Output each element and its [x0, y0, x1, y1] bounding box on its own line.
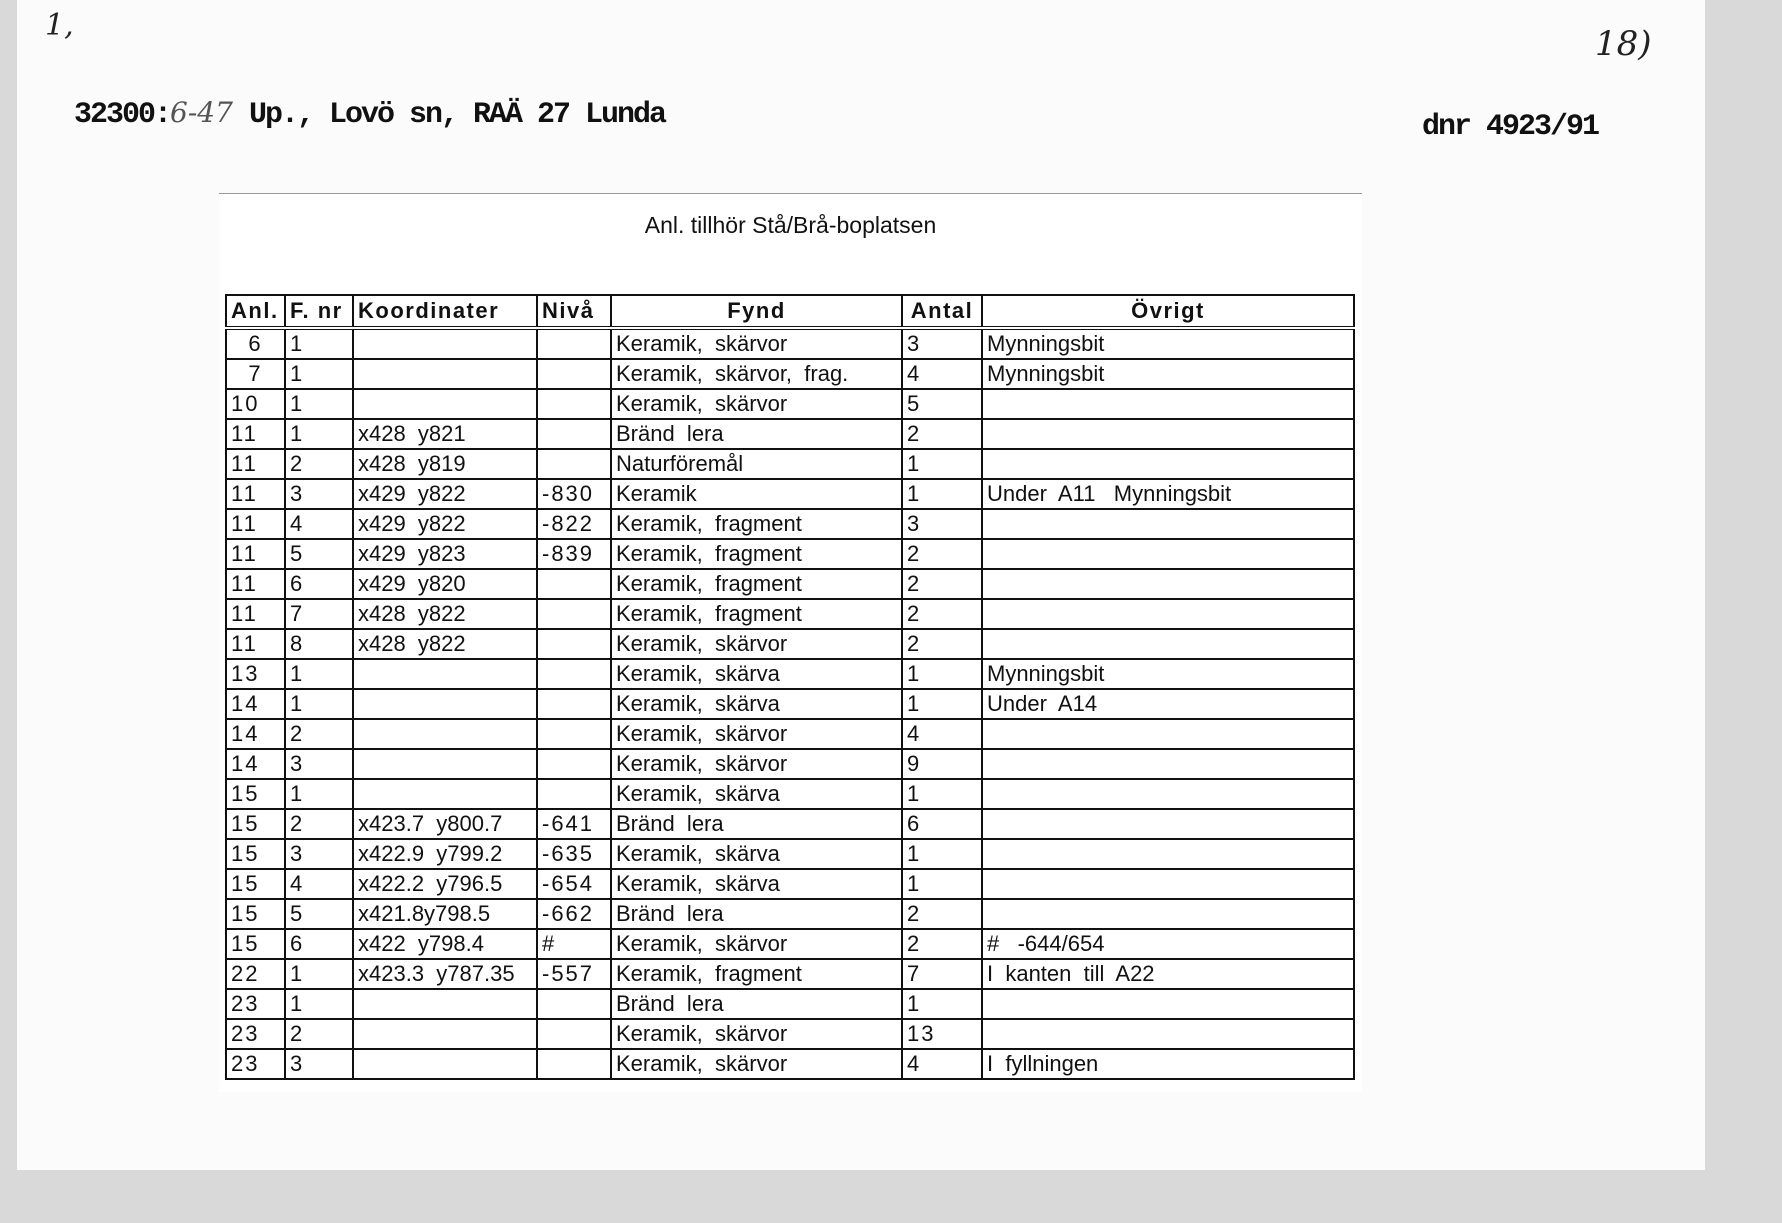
- table-cell: [537, 328, 611, 359]
- table-cell: [537, 359, 611, 389]
- table-cell: 2: [285, 719, 353, 749]
- column-header: Koordinater: [353, 295, 537, 328]
- table-cell: 14: [226, 749, 285, 779]
- document-page: [17, 0, 1705, 1170]
- title-handwritten: 6-47: [170, 96, 233, 129]
- table-cell: [537, 389, 611, 419]
- table-cell: 6: [285, 929, 353, 959]
- table-row: [226, 509, 1354, 539]
- table-cell: [982, 809, 1354, 839]
- table-cell: 15: [226, 779, 285, 809]
- document-title: [74, 96, 665, 132]
- table-cell: 4: [902, 1049, 982, 1079]
- table-cell: Keramik, skärvor: [611, 719, 902, 749]
- table-cell: 5: [285, 899, 353, 929]
- table-cell: [537, 449, 611, 479]
- table-cell: 11: [226, 479, 285, 509]
- table-cell: 1: [285, 959, 353, 989]
- table-cell: [537, 1049, 611, 1079]
- table-cell: x428 y822: [353, 629, 537, 659]
- table-cell: 1: [902, 479, 982, 509]
- column-header: Fynd: [611, 295, 902, 328]
- table-cell: 2: [902, 599, 982, 629]
- page-number-mark: 18): [1595, 24, 1652, 64]
- table-cell: Keramik, fragment: [611, 509, 902, 539]
- table-cell: [537, 569, 611, 599]
- finds-sheet: [219, 193, 1362, 1092]
- table-cell: Keramik, skärvor: [611, 389, 902, 419]
- table-cell: 10: [226, 389, 285, 419]
- table-cell: Keramik, skärvor: [611, 1019, 902, 1049]
- table-row: [226, 359, 1354, 389]
- table-cell: 6: [226, 328, 285, 359]
- table-cell: Keramik, fragment: [611, 959, 902, 989]
- table-cell: x421.8y798.5: [353, 899, 537, 929]
- table-header: [226, 295, 1354, 328]
- table-row: [226, 749, 1354, 779]
- table-cell: 4: [902, 359, 982, 389]
- table-cell: -557: [537, 959, 611, 989]
- table-cell: 4: [285, 509, 353, 539]
- table-cell: -830: [537, 479, 611, 509]
- table-cell: 3: [285, 749, 353, 779]
- table-cell: 15: [226, 929, 285, 959]
- table-cell: 3: [902, 328, 982, 359]
- table-cell: [982, 539, 1354, 569]
- table-cell: 3: [285, 839, 353, 869]
- table-cell: [353, 1019, 537, 1049]
- table-cell: x428 y822: [353, 599, 537, 629]
- table-cell: 14: [226, 689, 285, 719]
- table-row: [226, 719, 1354, 749]
- table-cell: Bränd lera: [611, 809, 902, 839]
- table-cell: Mynningsbit: [982, 328, 1354, 359]
- table-cell: Keramik, skärvor: [611, 1049, 902, 1079]
- table-cell: [982, 989, 1354, 1019]
- table-cell: Keramik, skärva: [611, 779, 902, 809]
- table-cell: [537, 749, 611, 779]
- table-cell: [982, 749, 1354, 779]
- table-cell: 1: [902, 659, 982, 689]
- table-cell: 1: [902, 449, 982, 479]
- table-cell: 5: [285, 539, 353, 569]
- title-rest: Up., Lovö sn, RAÄ 27 Lunda: [232, 98, 666, 132]
- table-cell: 7: [285, 599, 353, 629]
- table-row: [226, 779, 1354, 809]
- table-cell: -839: [537, 539, 611, 569]
- table-cell: x428 y819: [353, 449, 537, 479]
- table-cell: 5: [902, 389, 982, 419]
- table-row: [226, 389, 1354, 419]
- table-cell: 6: [285, 569, 353, 599]
- table-cell: 2: [285, 1019, 353, 1049]
- table-cell: 4: [902, 719, 982, 749]
- table-cell: [353, 749, 537, 779]
- table-cell: 11: [226, 449, 285, 479]
- table-cell: x429 y822: [353, 509, 537, 539]
- table-row: [226, 479, 1354, 509]
- table-cell: x422.2 y796.5: [353, 869, 537, 899]
- table-cell: [353, 989, 537, 1019]
- table-cell: Keramik, fragment: [611, 599, 902, 629]
- table-cell: [537, 719, 611, 749]
- table-cell: Bränd lera: [611, 989, 902, 1019]
- table-row: [226, 659, 1354, 689]
- table-cell: [982, 899, 1354, 929]
- table-cell: 11: [226, 599, 285, 629]
- table-cell: [982, 599, 1354, 629]
- table-cell: 13: [902, 1019, 982, 1049]
- table-cell: Keramik, fragment: [611, 569, 902, 599]
- table-cell: Keramik, skärvor: [611, 749, 902, 779]
- table-cell: 8: [285, 629, 353, 659]
- table-cell: [982, 719, 1354, 749]
- table-cell: [982, 419, 1354, 449]
- table-cell: 1: [902, 689, 982, 719]
- table-cell: Under A11 Mynningsbit: [982, 479, 1354, 509]
- table-cell: Bränd lera: [611, 419, 902, 449]
- table-cell: [537, 629, 611, 659]
- table-row: [226, 929, 1354, 959]
- column-header: F. nr: [285, 295, 353, 328]
- table-cell: 7: [226, 359, 285, 389]
- table-cell: 11: [226, 539, 285, 569]
- page-mark-left: 1,: [45, 8, 74, 43]
- table-cell: 1: [285, 659, 353, 689]
- table-cell: Keramik, skärvor: [611, 629, 902, 659]
- table-cell: 1: [285, 359, 353, 389]
- table-cell: 23: [226, 1019, 285, 1049]
- table-cell: [353, 328, 537, 359]
- table-cell: 1: [902, 869, 982, 899]
- table-cell: 15: [226, 839, 285, 869]
- table-cell: -641: [537, 809, 611, 839]
- table-cell: 2: [902, 539, 982, 569]
- table-cell: Bränd lera: [611, 899, 902, 929]
- table-row: [226, 569, 1354, 599]
- table-cell: 11: [226, 569, 285, 599]
- table-cell: [982, 449, 1354, 479]
- table-cell: 3: [902, 509, 982, 539]
- table-cell: 1: [285, 779, 353, 809]
- table-row: [226, 689, 1354, 719]
- table-cell: 7: [902, 959, 982, 989]
- table-cell: [353, 359, 537, 389]
- table-row: [226, 839, 1354, 869]
- column-header: Antal: [902, 295, 982, 328]
- table-cell: Keramik, fragment: [611, 539, 902, 569]
- table-cell: x429 y822: [353, 479, 537, 509]
- table-cell: 22: [226, 959, 285, 989]
- table-row: [226, 959, 1354, 989]
- table-cell: [353, 1049, 537, 1079]
- column-header: Nivå: [537, 295, 611, 328]
- table-cell: 2: [902, 569, 982, 599]
- table-cell: x422.9 y799.2: [353, 839, 537, 869]
- table-row: [226, 809, 1354, 839]
- table-cell: 1: [902, 839, 982, 869]
- table-cell: Naturföremål: [611, 449, 902, 479]
- table-cell: x429 y823: [353, 539, 537, 569]
- table-cell: [982, 629, 1354, 659]
- table-cell: [537, 689, 611, 719]
- table-cell: 15: [226, 899, 285, 929]
- table-cell: 1: [285, 328, 353, 359]
- table-cell: x422 y798.4: [353, 929, 537, 959]
- table-cell: [537, 1019, 611, 1049]
- table-cell: 2: [902, 899, 982, 929]
- table-cell: [537, 599, 611, 629]
- table-cell: I fyllningen: [982, 1049, 1354, 1079]
- table-cell: #: [537, 929, 611, 959]
- table-cell: [982, 779, 1354, 809]
- table-cell: 4: [285, 869, 353, 899]
- table-cell: 1: [902, 779, 982, 809]
- table-cell: 14: [226, 719, 285, 749]
- table-cell: 1: [285, 389, 353, 419]
- table-cell: 2: [902, 419, 982, 449]
- table-row: [226, 449, 1354, 479]
- table-cell: Under A14: [982, 689, 1354, 719]
- table-cell: 11: [226, 419, 285, 449]
- table-row: [226, 899, 1354, 929]
- table-cell: 2: [285, 449, 353, 479]
- table-cell: Keramik: [611, 479, 902, 509]
- table-cell: [353, 389, 537, 419]
- table-cell: 1: [285, 989, 353, 1019]
- table-cell: I kanten till A22: [982, 959, 1354, 989]
- table-cell: 3: [285, 479, 353, 509]
- table-cell: 6: [902, 809, 982, 839]
- table-cell: Keramik, skärvor, frag.: [611, 359, 902, 389]
- table-cell: 2: [902, 929, 982, 959]
- table-cell: [353, 659, 537, 689]
- table-cell: [982, 389, 1354, 419]
- table-row: [226, 599, 1354, 629]
- table-cell: [982, 1019, 1354, 1049]
- table-cell: [353, 689, 537, 719]
- table-cell: [537, 989, 611, 1019]
- table-cell: 3: [285, 1049, 353, 1079]
- table-cell: 2: [285, 809, 353, 839]
- finds-table: [225, 294, 1355, 1080]
- table-cell: [537, 419, 611, 449]
- sheet-subtitle: Anl. tillhör Stå/Brå-boplatsen: [644, 212, 937, 238]
- table-row: [226, 1019, 1354, 1049]
- table-cell: x423.3 y787.35: [353, 959, 537, 989]
- table-cell: 1: [285, 419, 353, 449]
- table-cell: 23: [226, 1049, 285, 1079]
- table-cell: 1: [285, 689, 353, 719]
- table-cell: 11: [226, 509, 285, 539]
- table-cell: 13: [226, 659, 285, 689]
- table-cell: 11: [226, 629, 285, 659]
- table-cell: 15: [226, 809, 285, 839]
- table-cell: Keramik, skärva: [611, 869, 902, 899]
- table-row: [226, 629, 1354, 659]
- table-cell: x429 y820: [353, 569, 537, 599]
- table-cell: [982, 509, 1354, 539]
- table-cell: Mynningsbit: [982, 359, 1354, 389]
- table-cell: -654: [537, 869, 611, 899]
- table-cell: [537, 779, 611, 809]
- table-cell: 2: [902, 629, 982, 659]
- table-row: [226, 1049, 1354, 1079]
- table-cell: Keramik, skärvor: [611, 929, 902, 959]
- table-cell: -662: [537, 899, 611, 929]
- table-row: [226, 869, 1354, 899]
- title-prefix: 32300:: [74, 98, 171, 132]
- table-cell: x423.7 y800.7: [353, 809, 537, 839]
- table-cell: -822: [537, 509, 611, 539]
- table-row: [226, 989, 1354, 1019]
- table-cell: [982, 839, 1354, 869]
- table-cell: [353, 719, 537, 749]
- table-cell: Keramik, skärva: [611, 689, 902, 719]
- table-cell: 9: [902, 749, 982, 779]
- table-cell: [982, 869, 1354, 899]
- table-cell: 15: [226, 869, 285, 899]
- table-cell: Mynningsbit: [982, 659, 1354, 689]
- table-cell: [982, 569, 1354, 599]
- table-cell: [537, 659, 611, 689]
- table-row: [226, 419, 1354, 449]
- column-header: Anl.: [226, 295, 285, 328]
- table-cell: # -644/654: [982, 929, 1354, 959]
- table-cell: x428 y821: [353, 419, 537, 449]
- table-row: [226, 328, 1354, 359]
- table-cell: 23: [226, 989, 285, 1019]
- table-cell: -635: [537, 839, 611, 869]
- table-row: [226, 539, 1354, 569]
- table-cell: Keramik, skärva: [611, 659, 902, 689]
- column-header: Övrigt: [982, 295, 1354, 328]
- dnr-number: dnr 4923/91: [1422, 110, 1599, 144]
- table-cell: Keramik, skärva: [611, 839, 902, 869]
- table-cell: 1: [902, 989, 982, 1019]
- table-cell: [353, 779, 537, 809]
- table-cell: Keramik, skärvor: [611, 328, 902, 359]
